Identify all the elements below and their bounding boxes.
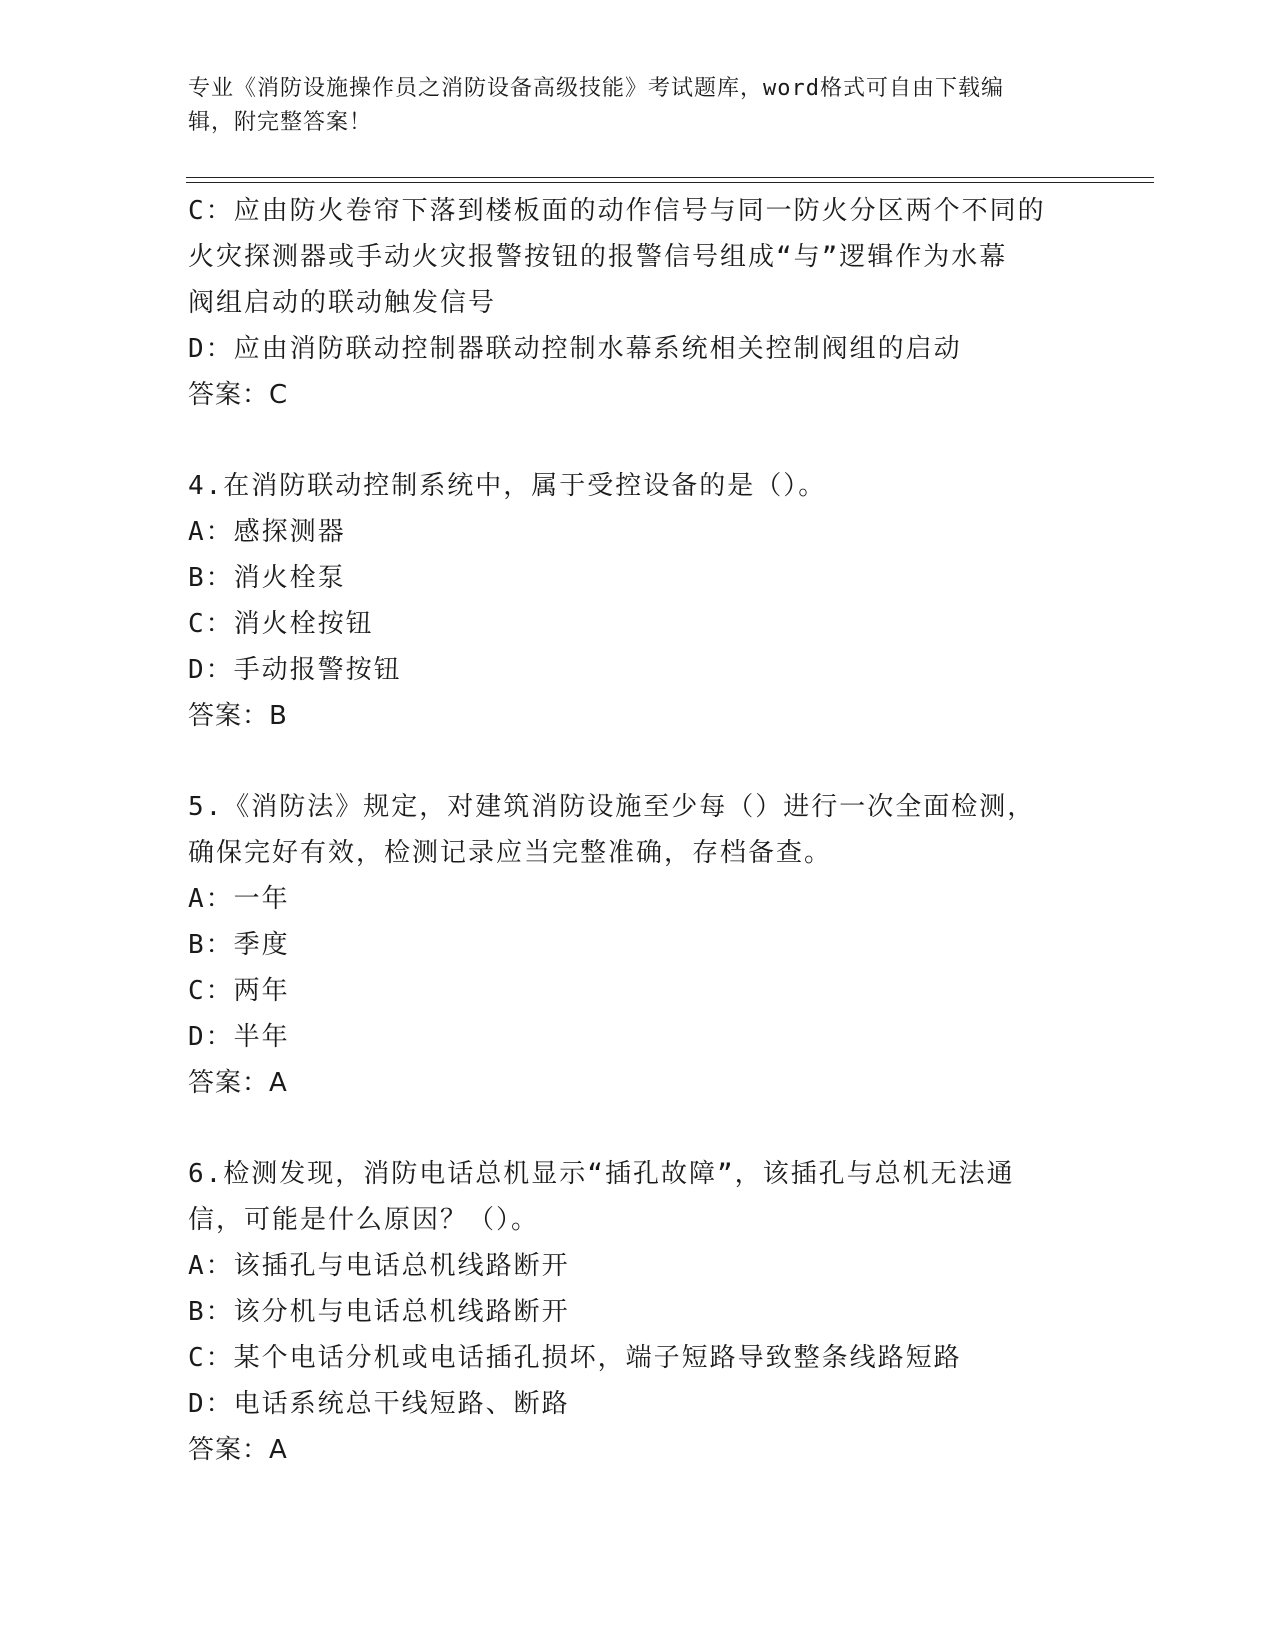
option-d: D：半年 [188, 1022, 290, 1052]
option-a: A：感探测器 [188, 517, 346, 547]
question-stem-line-2: 信，可能是什么原因？（）。 [188, 1205, 540, 1235]
question-6 [188, 1151, 1088, 1473]
option-c-line-1: C：应由防火卷帘下落到楼板面的动作信号与同一防火分区两个不同的 [188, 196, 1046, 226]
option-d: D：电话系统总干线短路、断路 [188, 1389, 570, 1419]
question-stem-line-1: 5.《消防法》规定，对建筑消防设施至少每（）进行一次全面检测， [188, 792, 1036, 822]
spacer [188, 1106, 1088, 1151]
answer: 答案：A [188, 1435, 288, 1465]
option-c: C：两年 [188, 976, 290, 1006]
option-c-line-2: 火灾探测器或手动火灾报警按钮的报警信号组成“与”逻辑作为水幕 [188, 242, 1008, 272]
answer: 答案：C [188, 380, 289, 410]
option-a: A：一年 [188, 884, 290, 914]
header-line-1: 专业《消防设施操作员之消防设备高级技能》考试题库，word格式可自由下载编 [188, 76, 1004, 101]
question-3-continuation [188, 188, 1088, 418]
question-content [188, 188, 1088, 1473]
answer: 答案：B [188, 701, 288, 731]
document-header [188, 72, 1088, 140]
header-divider-top [186, 177, 1154, 178]
header-line-2: 辑，附完整答案！ [188, 110, 373, 135]
question-4 [188, 463, 1088, 739]
question-stem-line-2: 确保完好有效，检测记录应当完整准确，存档备查。 [188, 838, 833, 868]
option-d: D：应由消防联动控制器联动控制水幕系统相关控制阀组的启动 [188, 334, 962, 364]
header-divider-bottom [186, 182, 1154, 183]
question-stem-line-1: 6.检测发现，消防电话总机显示“插孔故障”，该插孔与总机无法通 [188, 1159, 1015, 1189]
option-d: D：手动报警按钮 [188, 655, 402, 685]
option-c-line-3: 阀组启动的联动触发信号 [188, 288, 497, 318]
option-c: C：消火栓按钮 [188, 609, 374, 639]
option-a: A：该插孔与电话总机线路断开 [188, 1251, 570, 1281]
question-stem: 4.在消防联动控制系统中，属于受控设备的是（）。 [188, 471, 827, 501]
option-b: B：季度 [188, 930, 290, 960]
option-c: C：某个电话分机或电话插孔损坏，端子短路导致整条线路短路 [188, 1343, 962, 1373]
answer: 答案：A [188, 1068, 288, 1098]
spacer [188, 739, 1088, 784]
question-5 [188, 784, 1088, 1106]
spacer [188, 418, 1088, 463]
option-b: B：消火栓泵 [188, 563, 346, 593]
option-b: B：该分机与电话总机线路断开 [188, 1297, 570, 1327]
